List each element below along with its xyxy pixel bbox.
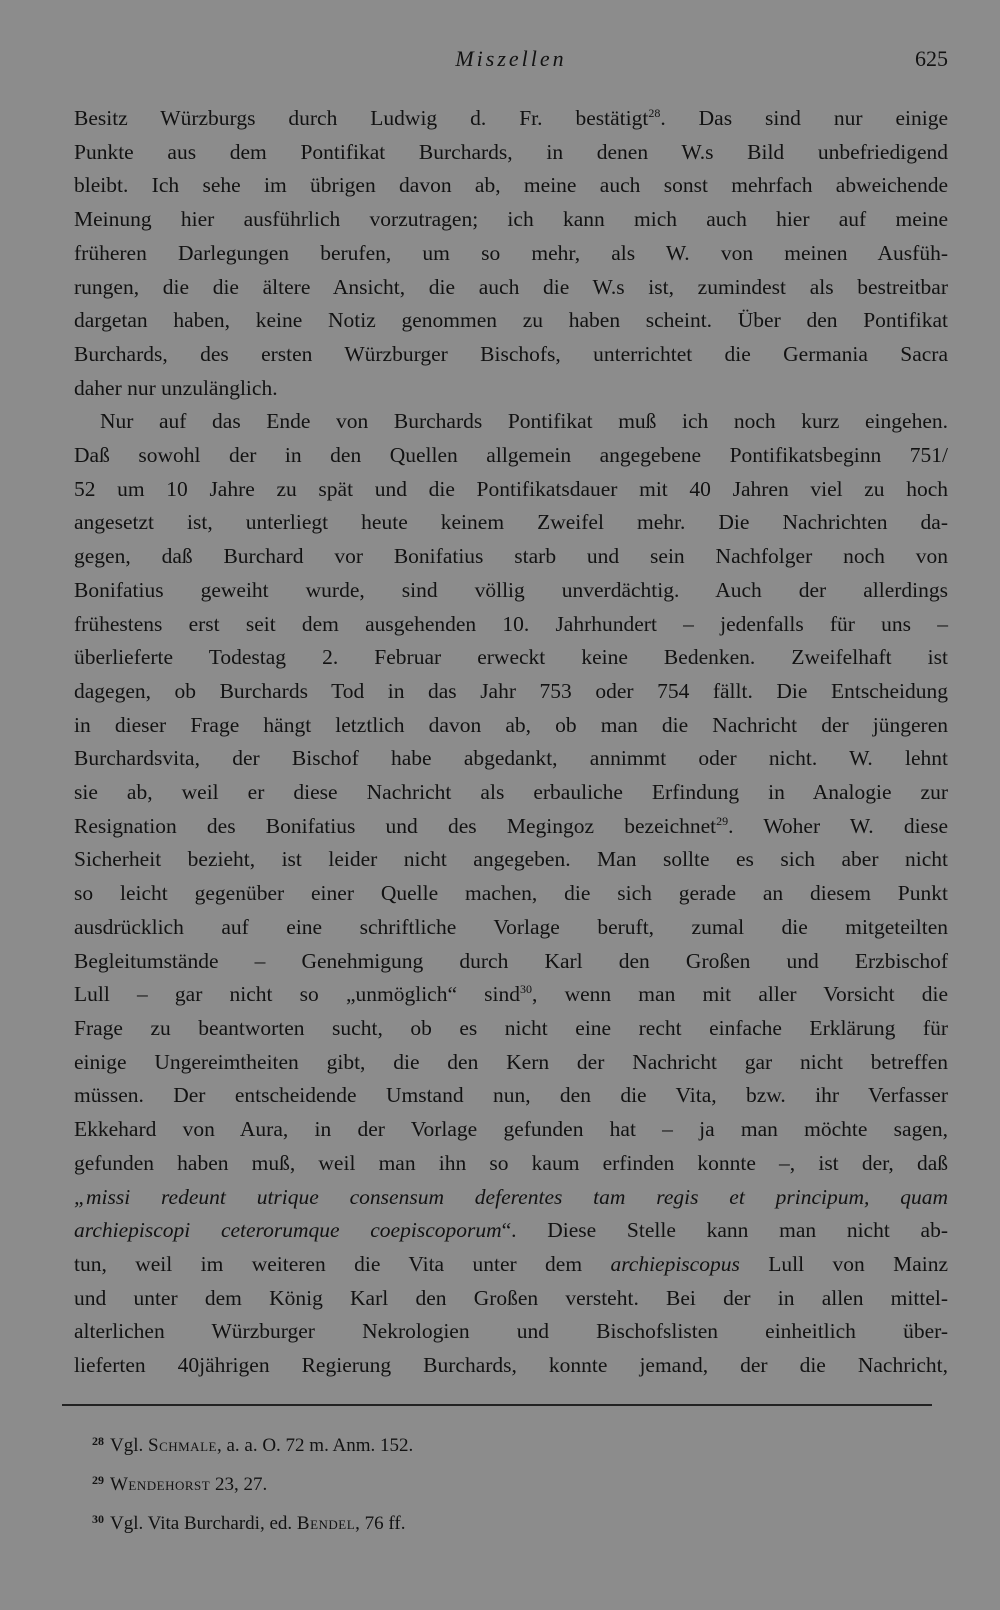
- text-line: einige Ungereimtheiten gibt, die den Kern der Nachricht gar nicht betreffen: [74, 1049, 948, 1074]
- footnotes: [92, 1424, 912, 1541]
- text-line: angesetzt ist, unterliegt heute keinem Zweifel mehr. Die Nachrichten da-: [74, 510, 948, 535]
- text-line: müssen. Der entscheidende Umstand nun, den die Vita, bzw. ihr Verfasser: [74, 1083, 948, 1108]
- text-line: Bonifatius geweiht wurde, sind völlig unverdächtig. Auch der allerdings: [74, 577, 948, 602]
- text-line: Punkte aus dem Pontifikat Burchards, in denen W.s Bild unbefriedigend: [74, 139, 948, 164]
- footnote: $^{30}$ Vgl. Vita Burchardi, ed. Bendel, 76 ff.: [92, 1512, 406, 1534]
- latin-quote: archiepiscopi ceterorumque coepiscoporum: [74, 1218, 502, 1243]
- text-line: überlieferte Todestag 2. Februar erweckt keine Bedenken. Zweifelhaft ist: [74, 645, 948, 670]
- text-line: Besitz Würzburgs durch Ludwig d. Fr. bestätigt$^{28}$. Das sind nur einige: [74, 106, 948, 130]
- footnote-divider: [62, 1404, 932, 1406]
- text-line: dagegen, ob Burchards Tod in das Jahr 753 oder 754 fällt. Die Entscheidung: [74, 678, 948, 703]
- text-line: gegen, daß Burchard vor Bonifatius starb und sein Nachfolger noch von: [74, 544, 948, 569]
- text-line: Begleitumstände – Genehmigung durch Karl den Großen und Erzbischof: [74, 948, 948, 973]
- text-line: Sicherheit bezieht, ist leider nicht angegeben. Man sollte es sich aber nicht: [74, 847, 948, 872]
- running-title: Miszellen: [455, 46, 567, 71]
- text-line: archiepiscopi ceterorumque coepiscoporum“. Diese Stelle kann man nicht ab-: [74, 1218, 948, 1243]
- text-line: Burchardsvita, der Bischof habe abgedankt, annimmt oder nicht. W. lehnt: [74, 746, 948, 771]
- footnote: $^{28}$ Vgl. Schmale, a. a. O. 72 m. Anm. 152.: [92, 1434, 414, 1456]
- text-line: alterlichen Würzburger Nekrologien und Bischofslisten einheitlich über-: [74, 1319, 948, 1344]
- text-line: Burchards, des ersten Würzburger Bischofs, unterrichtet die Germania Sacra: [74, 341, 948, 366]
- text-line: Frage zu beantworten sucht, ob es nicht eine recht einfache Erklärung für: [74, 1015, 948, 1040]
- text-line: in dieser Frage hängt letztlich davon ab, ob man die Nachricht der jüngeren: [74, 712, 948, 737]
- text-line: daher nur unzulänglich.: [74, 375, 278, 400]
- text-line: so leicht gegenüber einer Quelle machen, die sich gerade an diesem Punkt: [74, 881, 948, 906]
- footnote-ref: 30: [520, 982, 533, 997]
- latin-term: archiepiscopus: [610, 1251, 740, 1276]
- text-line: frühestens erst seit dem ausgehenden 10. Jahrhundert – jedenfalls für uns –: [74, 611, 948, 636]
- footnote: $^{29}$ Wendehorst 23, 27.: [92, 1473, 268, 1495]
- page-number: 625: [915, 46, 948, 71]
- text-line: gefunden haben muß, weil man ihn so kaum erfinden konnte –, ist der, daß: [74, 1150, 948, 1175]
- text-line: ausdrücklich auf eine schriftliche Vorlage beruft, zumal die mitgeteilten: [74, 914, 948, 939]
- text-line: Meinung hier ausführlich vorzutragen; ich kann mich auch hier auf meine: [74, 207, 948, 232]
- text-line: bleibt. Ich sehe im übrigen davon ab, meine auch sonst mehrfach abweichende: [74, 173, 948, 198]
- text-line: und unter dem König Karl den Großen versteht. Bei der in allen mittel-: [74, 1285, 948, 1310]
- latin-quote: „missi redeunt utrique consensum deferentes tam regis et principum, quam: [74, 1184, 948, 1209]
- text-line: [74, 1181, 948, 1215]
- text-line: Daß sowohl der in den Quellen allgemein angegebene Pontifikatsbeginn 751/: [74, 443, 948, 468]
- text-line: Nur auf das Ende von Burchards Pontifikat muß ich noch kurz eingehen.: [100, 409, 948, 434]
- text-line: 52 um 10 Jahre zu spät und die Pontifikatsdauer mit 40 Jahren viel zu hoch: [74, 476, 948, 501]
- text-line: Lull – gar nicht so „unmöglich“ sind$^{30}$, wenn man mit aller Vorsicht die: [74, 982, 948, 1007]
- text-line: dargetan haben, keine Notiz genommen zu haben scheint. Über den Pontifikat: [74, 308, 948, 333]
- body-text: [74, 102, 948, 1383]
- text-line: Ekkehard von Aura, in der Vorlage gefunden hat – ja man möchte sagen,: [74, 1117, 948, 1142]
- text-line: früheren Darlegungen berufen, um so mehr, als W. von meinen Ausfüh-: [74, 240, 948, 265]
- text-line: lieferten 40jährigen Regierung Burchards, konnte jemand, der die Nachricht,: [74, 1353, 948, 1378]
- text-line: rungen, die die ältere Ansicht, die auch die W.s ist, zumindest als bestreitbar: [74, 274, 948, 299]
- text-line: Resignation des Bonifatius und des Megingoz bezeichnet$^{29}$. Woher W. diese: [74, 813, 948, 838]
- text-line: sie ab, weil er diese Nachricht als erbauliche Erfindung in Analogie zur: [74, 780, 948, 805]
- text-line: tun, weil im weiteren die Vita unter dem archiepiscopus Lull von Mainz: [74, 1251, 948, 1276]
- footnote-ref: 28: [648, 106, 661, 120]
- page-header: [74, 46, 948, 80]
- footnote-ref: 29: [716, 813, 729, 828]
